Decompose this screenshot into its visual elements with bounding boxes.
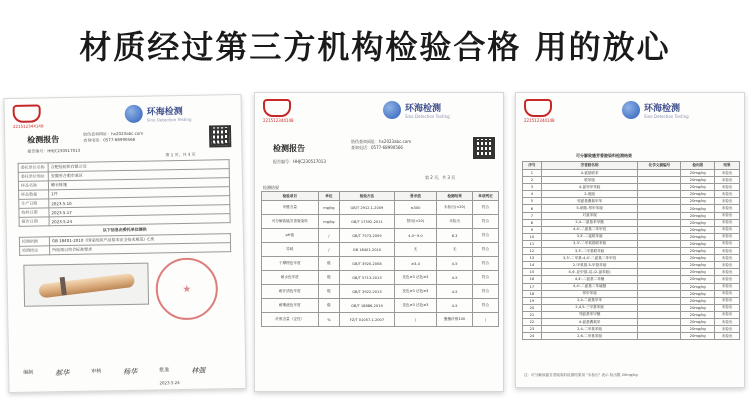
column-header: 单位 <box>318 192 340 201</box>
official-seal-stamp <box>155 257 218 320</box>
table-cell: 干摩擦色牢度 <box>262 257 319 271</box>
cas-number-cell <box>638 212 681 219</box>
section-heading: 以下信息由委托单位提供 <box>102 226 147 233</box>
table-cell: 未检出 <box>715 283 740 290</box>
table-cell: 20mg/kg <box>681 219 715 226</box>
table-cell: mg/kg <box>318 201 340 215</box>
row-label: 委托单位地址 <box>18 172 48 182</box>
row-index: 4 <box>523 191 542 198</box>
table-cell: 4,4'-二氨基二苯甲烷 <box>541 226 638 233</box>
table-cell: 20mg/kg <box>681 304 715 311</box>
table-row <box>523 262 740 269</box>
table-cell: 符合 <box>472 271 498 285</box>
lab-name: 环海检测 <box>644 104 681 114</box>
table-cell: 符合 <box>472 229 498 243</box>
table-cell: 未检出 <box>715 184 740 191</box>
table-cell: 20mg/kg <box>681 290 715 297</box>
row-index: 17 <box>523 283 542 290</box>
table-cell: 变色≥3 沾色≥3 <box>394 285 437 299</box>
cas-number-cell <box>638 297 681 304</box>
table-cell: 20mg/kg <box>681 255 715 262</box>
table-row <box>523 212 740 219</box>
table-cell: 4,4'-亚甲基-双-(2-氯苯胺) <box>541 269 638 276</box>
table-cell: 2,4-二甲基苯胺 <box>541 326 638 333</box>
row-index: 8 <box>523 219 542 226</box>
cma-logo <box>263 99 294 123</box>
table-cell: 未检出 <box>437 215 473 229</box>
table-cell: 耐水色牢度 <box>262 271 319 285</box>
table-cell: 2-甲氧基-5-甲基苯胺 <box>541 262 638 269</box>
row-label: 报告日期 <box>19 217 49 227</box>
table-cell: 未检出 <box>715 233 740 240</box>
cma-mark-icon <box>524 99 552 117</box>
column-header: 检出限 <box>681 162 715 170</box>
row-index: 16 <box>523 276 542 283</box>
table-cell: 未检出 <box>715 290 740 297</box>
table-cell: 符合 <box>472 243 498 257</box>
row-index: 6 <box>523 205 542 212</box>
cas-number-cell <box>638 276 681 283</box>
signature-row <box>23 366 205 379</box>
row-value: 合肥佳纺织有限公司 <box>48 160 229 172</box>
lab-emblem-icon <box>383 101 401 119</box>
row-index: 12 <box>523 248 542 255</box>
page-indicator: 第 1 页，共 3 页 <box>165 151 196 158</box>
cas-number-cell <box>638 233 681 240</box>
table-cell: 甲醛含量 <box>262 201 319 215</box>
table-cell: pH值 <box>262 229 319 243</box>
table-cell: 未检出 <box>715 198 740 205</box>
table-cell: GB/T 3920-2008 <box>340 257 394 271</box>
row-label: 生产日期 <box>19 199 49 209</box>
table-cell: 20mg/kg <box>681 326 715 333</box>
row-index: 21 <box>523 311 542 318</box>
table-cell: 级 <box>318 271 340 285</box>
row-index: 22 <box>523 318 542 325</box>
table-cell: 未检出 <box>715 276 740 283</box>
amine-dye-results-page <box>515 92 745 388</box>
table-cell: 符合 <box>472 257 498 271</box>
table-cell: 未检出 <box>715 326 740 333</box>
row-index: 10 <box>523 233 542 240</box>
table-row <box>523 219 740 226</box>
table-cell: 2,4,5-三甲基苯胺 <box>541 304 638 311</box>
table-cell: 2,6-二甲基苯胺 <box>541 333 638 340</box>
table-cell: 20mg/kg <box>681 233 715 240</box>
cas-number-cell <box>638 177 681 184</box>
lab-name: 环海检测 <box>405 104 442 114</box>
table-cell: 异味 <box>262 243 319 257</box>
table-row <box>523 233 740 240</box>
cas-number-cell <box>638 318 681 325</box>
column-header: 检验项目 <box>262 192 319 201</box>
signature: 杨华 <box>123 367 138 377</box>
table-cell: ≥3-4 <box>394 257 437 271</box>
cas-number-cell <box>638 184 681 191</box>
cas-number-cell <box>638 240 681 247</box>
test-report-results-page <box>254 92 504 392</box>
table-cell: 20mg/kg <box>681 226 715 233</box>
column-header: 序号 <box>523 162 542 170</box>
table-cell: 3,3'-二甲基联苯胺 <box>541 248 638 255</box>
table-cell: 纤维含量（定性） <box>262 313 319 327</box>
row-label: 样品名称 <box>18 181 48 191</box>
test-report-cover-page <box>3 94 246 393</box>
report-number: 报告编号：HHJC230517013 <box>273 159 326 164</box>
row-index: 20 <box>523 304 542 311</box>
page-indicator: 第 2 页，共 3 页 <box>425 175 456 180</box>
table-cell: 未检出 <box>715 311 740 318</box>
table-cell: / <box>318 243 340 257</box>
cas-number-cell <box>638 226 681 233</box>
cas-number-cell <box>638 283 681 290</box>
table-cell: 可分解致癌芳香胺染料 <box>262 215 319 229</box>
standard-label: 检测依据 <box>19 237 49 247</box>
cas-number-cell <box>638 248 681 255</box>
cas-number-cell <box>638 304 681 311</box>
table-row <box>523 177 740 184</box>
table-cell: 4-氨基联苯 <box>541 170 638 177</box>
lab-subname: Sino Detection Testing <box>405 114 450 119</box>
qr-code-icon <box>473 137 495 159</box>
table-cell: 2,4-二氨基甲苯 <box>541 297 638 304</box>
table-cell: / <box>318 229 340 243</box>
table-cell: 4-氯邻甲苯胺 <box>541 184 638 191</box>
lab-emblem-icon <box>622 101 640 119</box>
table-header-row <box>523 162 740 170</box>
cma-mark-icon <box>13 104 41 122</box>
table-cell: 无 <box>394 243 437 257</box>
table-cell: 20mg/kg <box>681 318 715 325</box>
table-cell: 4,4'-二氨基二苯醚 <box>541 276 638 283</box>
signature-label: 编制 <box>23 369 34 376</box>
qr-code-icon <box>209 125 231 147</box>
table-cell: GB/T 2912.1-2009 <box>340 201 394 215</box>
column-header: 芳香胺名称 <box>541 162 638 170</box>
column-header: 结果 <box>715 162 740 170</box>
table-cell: 联苯胺 <box>541 177 638 184</box>
table-cell: 20mg/kg <box>681 205 715 212</box>
table-cell: 变色≥3 沾色≥3 <box>394 299 437 313</box>
table-cell: GB/T 7573-2009 <box>340 229 394 243</box>
table-cell: 未检出 <box>715 219 740 226</box>
table-cell: 邻氨基偶氮甲苯 <box>541 198 638 205</box>
table-row <box>262 285 499 299</box>
row-value: 睡衣帐篷 <box>48 178 229 190</box>
amine-table <box>522 161 740 340</box>
row-index: 7 <box>523 212 542 219</box>
row-index: 2 <box>523 177 542 184</box>
row-label: 委托单位名称 <box>18 163 48 173</box>
cas-number-cell <box>638 269 681 276</box>
table-cell: 20mg/kg <box>681 177 715 184</box>
table-cell: 20mg/kg <box>681 283 715 290</box>
signature-label: 审核 <box>91 368 102 375</box>
table-row <box>523 191 740 198</box>
table-cell: 未检出 <box>715 269 740 276</box>
table-cell: 未检出 <box>715 262 740 269</box>
table-cell: mg/kg <box>318 215 340 229</box>
table-cell: 20mg/kg <box>681 212 715 219</box>
table-cell: GB/T 17592-2011 <box>340 215 394 229</box>
tent-strap-image <box>60 277 67 295</box>
table-row <box>523 226 740 233</box>
table-cell: 3,3'-二氯联苯胺 <box>541 233 638 240</box>
table-cell: 符合 <box>472 215 498 229</box>
signature: 郝华 <box>55 368 70 378</box>
table-cell: / <box>472 313 498 327</box>
row-index: 11 <box>523 240 542 247</box>
row-index: 9 <box>523 226 542 233</box>
table-cell: 4-5 <box>437 285 473 299</box>
table-row <box>523 333 740 340</box>
table-cell: 邻甲苯胺 <box>541 290 638 297</box>
table-cell: 20mg/kg <box>681 184 715 191</box>
cas-number-cell <box>638 333 681 340</box>
cma-cert-number: 221512344148 <box>524 118 555 123</box>
cas-number-cell <box>638 262 681 269</box>
table-cell: 无 <box>437 243 473 257</box>
table-row <box>262 243 499 257</box>
table-cell: 6.3 <box>437 229 473 243</box>
table-cell: 5-硝基-邻甲苯胺 <box>541 205 638 212</box>
table-cell: 变色≥3 沾色≥3 <box>394 271 437 285</box>
query-phone: 查询电话：0577-68990566 <box>83 136 136 143</box>
table-cell: GB/T 18886-2019 <box>340 299 394 313</box>
table-row <box>262 271 499 285</box>
row-label: 收样日期 <box>19 208 49 218</box>
report-title: 检测报告 <box>27 135 60 145</box>
table-cell: ≤300 <box>394 201 437 215</box>
report-number: 报告编号：HHJC230517013 <box>27 147 81 154</box>
row-index: 24 <box>523 333 542 340</box>
table-cell: 3,3'-二甲基-4,4'-二氨基二苯甲烷 <box>541 255 638 262</box>
table-row <box>523 170 740 177</box>
row-index: 3 <box>523 184 542 191</box>
column-header: 要求值 <box>394 192 437 201</box>
table-row <box>523 255 740 262</box>
table-row <box>262 257 499 271</box>
row-value: 安徽省合肥市某区 <box>48 169 229 181</box>
table-row <box>523 205 740 212</box>
sample-photo <box>23 263 149 307</box>
table-cell: 对氯苯胺 <box>541 212 638 219</box>
rolled-tent-image <box>38 273 135 299</box>
table-cell: 未检出 <box>715 255 740 262</box>
row-index: 5 <box>523 198 542 205</box>
standard-value: GB 18401-2010《国家纺织产品基本安全技术规范》C类 <box>49 234 230 246</box>
cas-number-cell <box>638 170 681 177</box>
sample-info-table <box>18 159 231 227</box>
table-cell: 未检出 <box>715 240 740 247</box>
lab-emblem-icon <box>125 105 143 123</box>
table-cell: GB 18401-2010 <box>340 243 394 257</box>
table-title: 可分解致癌芳香胺染料检测结果 <box>576 153 632 158</box>
table-cell: 3,3'-二甲氧基联苯胺 <box>541 240 638 247</box>
table-cell: 20mg/kg <box>681 297 715 304</box>
table-cell: 未检出 <box>715 333 740 340</box>
results-heading: 检测结果 <box>263 185 279 190</box>
cma-cert-number: 221512344148 <box>263 118 294 123</box>
table-cell: % <box>318 313 340 327</box>
table-cell: 4-5 <box>437 257 473 271</box>
lab-logo <box>622 101 689 119</box>
cas-number-cell <box>638 198 681 205</box>
table-row <box>523 326 740 333</box>
cma-cert-number: 221512344148 <box>12 123 44 129</box>
table-cell: 2-萘胺 <box>541 191 638 198</box>
cma-logo <box>12 104 44 129</box>
table-cell: 未检出(<20) <box>437 201 473 215</box>
cma-mark-icon <box>263 99 291 117</box>
table-row <box>523 297 740 304</box>
signature: 林强 <box>191 366 206 375</box>
query-phone: 查询电话：0577-68990566 <box>351 145 403 150</box>
table-cell: 邻氨基苯甲醚 <box>541 311 638 318</box>
report-title: 检测报告 <box>273 144 305 153</box>
table-cell: 20mg/kg <box>681 262 715 269</box>
cas-number-cell <box>638 205 681 212</box>
table-row <box>523 269 740 276</box>
table-row <box>523 304 740 311</box>
table-cell: 未检出 <box>715 170 740 177</box>
table-cell: 耐唾液色牢度 <box>262 299 319 313</box>
row-index: 19 <box>523 297 542 304</box>
table-cell: 20mg/kg <box>681 269 715 276</box>
table-cell: 未检出 <box>715 205 740 212</box>
table-row <box>523 283 740 290</box>
table-cell: 未检出 <box>715 191 740 198</box>
table-row <box>523 240 740 247</box>
row-index: 14 <box>523 262 542 269</box>
table-cell: 未检出 <box>715 304 740 311</box>
table-cell: 未检出 <box>715 248 740 255</box>
result-label: 检测结论 <box>20 246 50 256</box>
cas-number-cell <box>638 191 681 198</box>
table-cell: 符合 <box>472 201 498 215</box>
table-row <box>262 201 499 215</box>
table-cell: 4.0~9.0 <box>394 229 437 243</box>
table-row <box>523 198 740 205</box>
cma-logo <box>524 99 555 123</box>
table-row <box>262 229 499 243</box>
lab-name: 环海检测 <box>146 106 183 118</box>
table-row <box>262 215 499 229</box>
row-value: 2023.5.10 <box>49 196 230 208</box>
table-cell: 20mg/kg <box>681 333 715 340</box>
table-row <box>523 311 740 318</box>
table-row <box>523 184 740 191</box>
table-cell: 20mg/kg <box>681 170 715 177</box>
row-index: 23 <box>523 326 542 333</box>
table-cell: 符合 <box>472 299 498 313</box>
cas-number-cell <box>638 255 681 262</box>
query-url: 防伪查询网址：hx2023abc.com <box>351 139 412 144</box>
table-cell: 4-氨基偶氮苯 <box>541 318 638 325</box>
table-row <box>523 318 740 325</box>
table-cell: 20mg/kg <box>681 276 715 283</box>
table-row <box>523 248 740 255</box>
table-cell: 20mg/kg <box>681 198 715 205</box>
query-info <box>83 131 143 144</box>
cas-number-cell <box>638 311 681 318</box>
query-info <box>351 139 411 151</box>
table-cell: 级 <box>318 285 340 299</box>
row-index: 18 <box>523 290 542 297</box>
table-cell: 未检出 <box>715 318 740 325</box>
result-value: 所检项目符合标准要求 <box>50 243 231 255</box>
lab-logo <box>383 101 450 119</box>
table-cell: 20mg/kg <box>681 248 715 255</box>
cas-number-cell <box>638 326 681 333</box>
row-label: 样品数量 <box>19 190 49 200</box>
table-cell: 20mg/kg <box>681 240 715 247</box>
row-value: 1件 <box>49 187 230 199</box>
cas-number-cell <box>638 290 681 297</box>
column-header: 检验方法 <box>340 192 394 201</box>
table-cell: 未检出 <box>715 297 740 304</box>
table-cell: 未检出 <box>715 212 740 219</box>
table-cell: GB/T 3922-2013 <box>340 285 394 299</box>
table-cell: 2,4-二氨基苯甲醚 <box>541 219 638 226</box>
results-table <box>261 191 499 327</box>
row-index: 1 <box>523 170 542 177</box>
column-header: 检测结果 <box>437 192 473 201</box>
table-footnote: 注：可分解致癌芳香胺染料检测结果用 "未检出" 表示 检出限 20mg/kg <box>524 373 638 377</box>
table-cell: 未检出 <box>715 177 740 184</box>
table-cell: 符合 <box>472 285 498 299</box>
standard-table <box>19 233 231 256</box>
table-cell: 禁用(<20) <box>394 215 437 229</box>
table-cell: 级 <box>318 257 340 271</box>
query-url: 防伪查询网址：hx2023abc.com <box>83 130 144 137</box>
signature-date: 2023.5.24 <box>159 380 180 386</box>
table-row <box>523 276 740 283</box>
row-value: 2023.5.17 <box>49 205 230 217</box>
table-cell: 20mg/kg <box>681 191 715 198</box>
table-cell: 聚酯纤维100 <box>437 313 473 327</box>
signature-label: 批准 <box>159 367 170 374</box>
table-row <box>262 299 499 313</box>
table-header-row <box>262 192 499 201</box>
page-headline: 材质经过第三方机构检验合格 用的放心 <box>79 28 671 66</box>
row-index: 15 <box>523 269 542 276</box>
column-header: 单项判定 <box>472 192 498 201</box>
table-cell: 20mg/kg <box>681 311 715 318</box>
column-header: 化学文摘编号 <box>638 162 681 170</box>
table-cell: 未检出 <box>715 226 740 233</box>
table-cell: 级 <box>318 299 340 313</box>
lab-logo <box>125 104 192 123</box>
table-cell: 4-5 <box>437 299 473 313</box>
table-row <box>262 313 499 327</box>
table-cell: / <box>394 313 437 327</box>
cas-number-cell <box>638 219 681 226</box>
table-row <box>523 290 740 297</box>
lab-subname: Sino Detection Testing <box>644 114 689 119</box>
table-cell: 4-5 <box>437 271 473 285</box>
lab-subname: Sino Detection Testing <box>146 116 192 123</box>
table-cell: FZ/T 01057.1-2007 <box>340 313 394 327</box>
table-cell: 耐汗渍色牢度 <box>262 285 319 299</box>
table-cell: GB/T 5713-2013 <box>340 271 394 285</box>
table-cell: 4,4'-二氨基二苯硫醚 <box>541 283 638 290</box>
row-index: 13 <box>523 255 542 262</box>
row-value: 2023.5.24 <box>49 214 230 226</box>
